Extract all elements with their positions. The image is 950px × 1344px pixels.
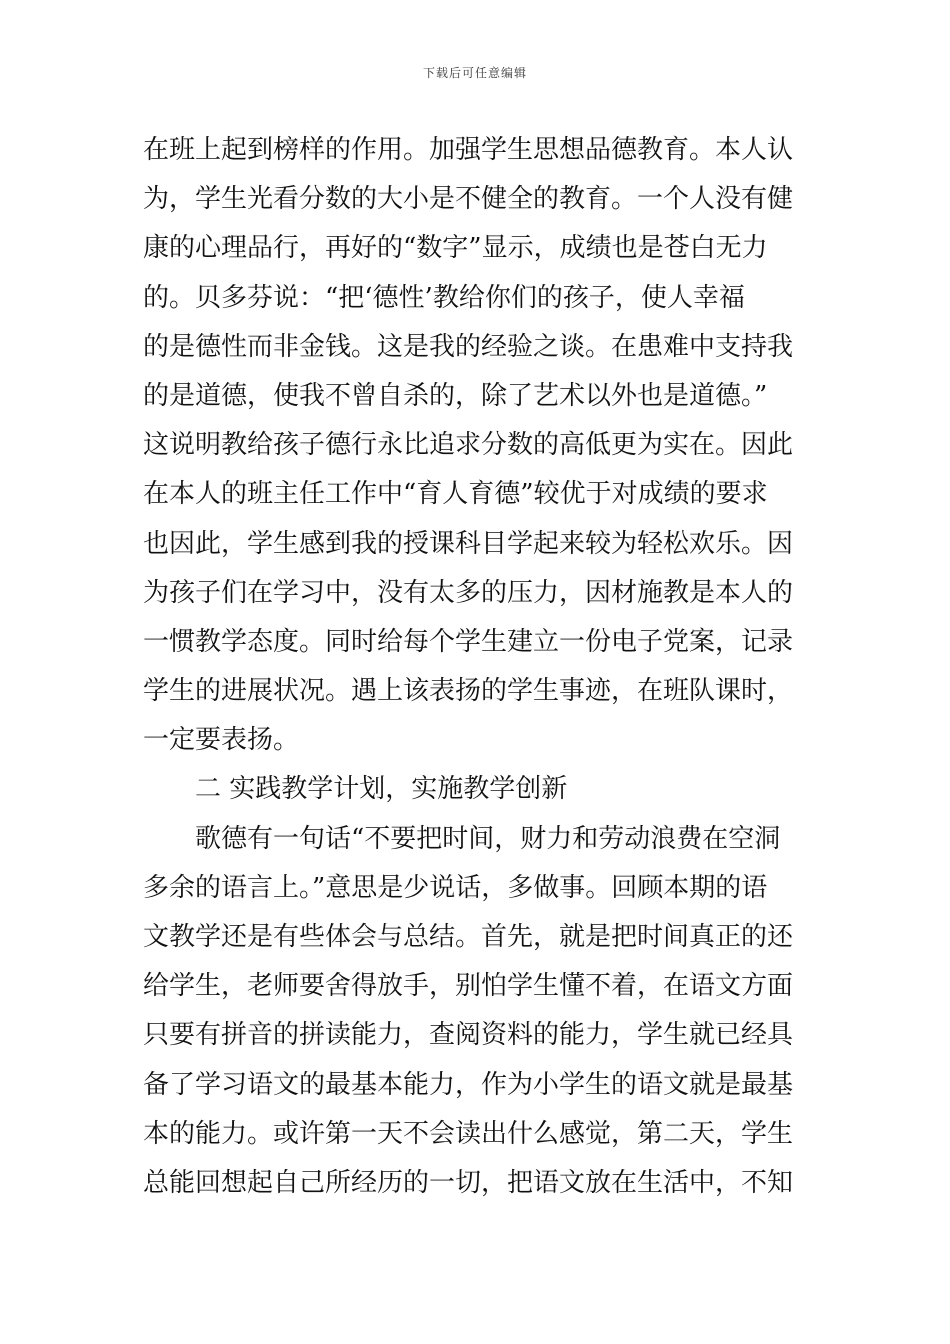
text-line: 的是道德，使我不曾自杀的，除了艺术以外也是道德。” — [143, 380, 768, 411]
text-line: 在本人的班主任工作中“育人育德”较优于对成绩的要求 — [143, 479, 768, 510]
text-line: 给学生，老师要舍得放手，别怕学生懂不着，在语文方面 — [143, 971, 794, 1002]
text-line: 本的能力。或许第一天不会读出什么感觉，第二天，学生 — [143, 1118, 794, 1149]
text-line: 的。贝多芬说：“把‘德性’教给你们的孩子，使人幸福 — [143, 282, 745, 313]
text-line: 在班上起到榜样的作用。加强学生思想品德教育。本人认 — [143, 135, 794, 165]
text-line: 的是德性而非金钱。这是我的经验之谈。在患难中支持我 — [143, 331, 794, 362]
text-line: 康的心理品行，再好的“数字”显示，成绩也是苍白无力 — [143, 233, 768, 264]
body-text — [143, 126, 813, 1208]
text-line: 为孩子们在学习中，没有太多的压力，因材施教是本人的 — [143, 577, 794, 608]
text-line: 歌德有一句话“不要把时间，财力和劳动浪费在空洞 — [195, 823, 781, 854]
text-line: 只要有拼音的拼读能力，查阅资料的能力，学生就已经具 — [143, 1020, 794, 1051]
page-header: 下载后可任意编辑 — [422, 66, 527, 80]
text-line: 也因此，学生感到我的授课科目学起来较为轻松欢乐。因 — [143, 528, 794, 559]
text-line: 多余的语言上。”意思是少说话，多做事。回顾本期的语 — [143, 872, 768, 903]
text-line: 备了学习语文的最基本能力，作为小学生的语文就是最基 — [143, 1069, 794, 1100]
text-line: 为，学生光看分数的大小是不健全的教育。一个人没有健 — [143, 184, 794, 215]
text-line: 一惯教学态度。同时给每个学生建立一份电子党案，记录 — [143, 626, 794, 657]
text-line: 二 实践教学计划，实施教学创新 — [195, 774, 568, 805]
text-line: 文教学还是有些体会与总结。首先，就是把时间真正的还 — [143, 922, 794, 952]
text-line: 学生的进展状况。遇上该表扬的学生事迹，在班队课时， — [143, 676, 794, 707]
text-line: 一定要表扬。 — [143, 725, 300, 756]
text-line: 总能回想起自己所经历的一切，把语文放在生活中，不知 — [143, 1167, 794, 1198]
text-line: 这说明教给孩子德行永比追求分数的高低更为实在。因此 — [143, 430, 794, 461]
